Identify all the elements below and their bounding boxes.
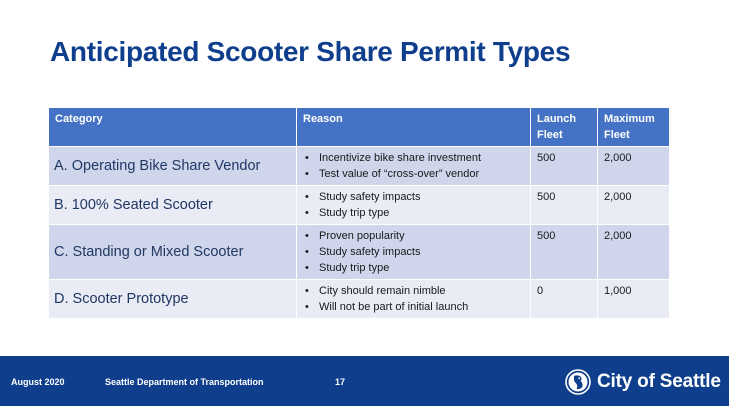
- maximum-fleet-cell: 2,000: [598, 186, 670, 225]
- maximum-fleet-cell: 1,000: [598, 280, 670, 319]
- seattle-seal-icon: [565, 369, 591, 395]
- launch-fleet-cell: 500: [531, 225, 598, 280]
- table-row: [49, 280, 670, 319]
- reason-item: • Will not be part of initial launch: [303, 299, 524, 315]
- launch-fleet-cell: 0: [531, 280, 598, 319]
- page-number: 17: [335, 377, 346, 387]
- reason-cell: [297, 147, 531, 186]
- reason-item: • Study trip type: [303, 260, 524, 276]
- table-row: [49, 147, 670, 186]
- header-launch-fleet: Launch Fleet: [531, 108, 598, 147]
- reason-item: • Proven popularity: [303, 228, 524, 244]
- reason-cell: [297, 225, 531, 280]
- table-row: [49, 225, 670, 280]
- reason-item: • Test value of “cross-over” vendor: [303, 166, 524, 182]
- footer-date: August 2020: [11, 377, 65, 387]
- reason-item: • Study safety impacts: [303, 189, 524, 205]
- footer-bar: [0, 356, 729, 406]
- city-of-seattle-logo: [565, 369, 721, 395]
- table-header-row: [49, 108, 670, 147]
- category-cell: C. Standing or Mixed Scooter: [49, 225, 297, 280]
- launch-fleet-cell: 500: [531, 147, 598, 186]
- permit-types-table: [48, 107, 670, 319]
- logo-text: City of Seattle: [597, 371, 721, 392]
- slide-title: Anticipated Scooter Share Permit Types: [50, 36, 571, 67]
- launch-fleet-cell: 500: [531, 186, 598, 225]
- reason-item: • Study trip type: [303, 205, 524, 221]
- header-maximum-fleet: Maximum Fleet: [598, 108, 670, 147]
- reason-item: • Study safety impacts: [303, 244, 524, 260]
- maximum-fleet-cell: 2,000: [598, 225, 670, 280]
- reason-cell: [297, 280, 531, 319]
- footer-department: Seattle Department of Transportation: [105, 377, 264, 387]
- table-row: [49, 186, 670, 225]
- maximum-fleet-cell: 2,000: [598, 147, 670, 186]
- reason-cell: [297, 186, 531, 225]
- category-cell: B. 100% Seated Scooter: [49, 186, 297, 225]
- header-reason: Reason: [297, 108, 531, 147]
- reason-item: • Incentivize bike share investment: [303, 150, 524, 166]
- reason-item: • City should remain nimble: [303, 283, 524, 299]
- category-cell: A. Operating Bike Share Vendor: [49, 147, 297, 186]
- category-cell: D. Scooter Prototype: [49, 280, 297, 319]
- header-category: Category: [49, 108, 297, 147]
